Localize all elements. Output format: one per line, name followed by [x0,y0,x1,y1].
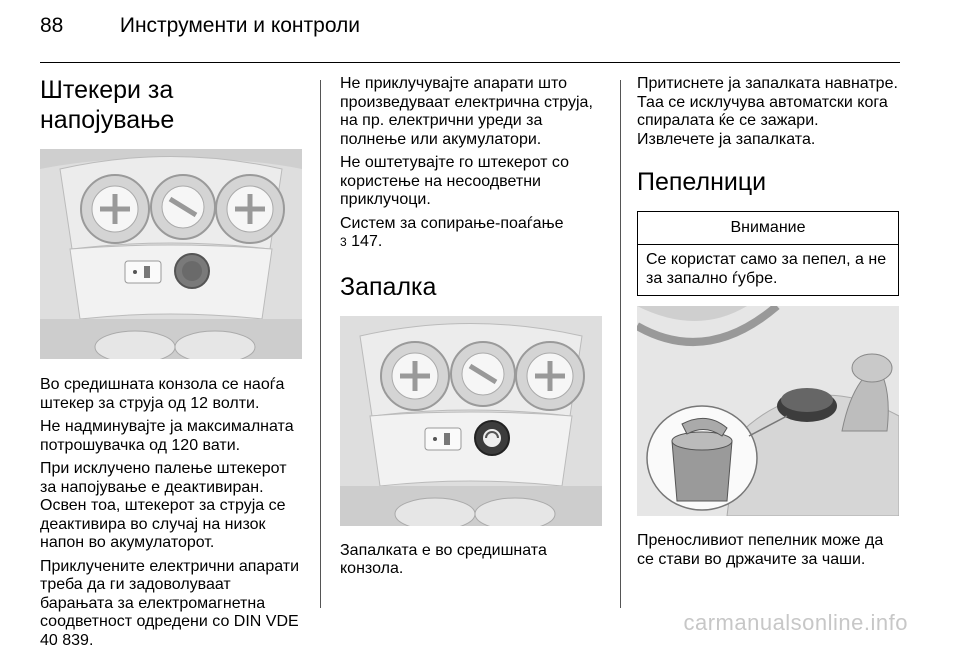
column-1 [40,75,302,655]
caption: Преносливиот пепелник може да се стави во држачите за чаши. [637,532,884,568]
section-heading: Пепелници [637,168,767,196]
page-header [40,14,360,38]
warning-box [637,211,899,296]
caption: Запалката е во средишната конзола. [340,541,547,577]
paragraph: Не приклучувајте апарати што произведуваат електрична струја, на пр. електрични уреди за полнење или акумулатори. [340,75,593,148]
paragraph: Не надминувајте ја максималната потрошувачка од 120 вати. [40,418,294,454]
column-3 [637,75,899,574]
paragraph: Притиснете ја запалката навнатре. Таа се исклучува автоматски кога спиралата ќе се зажари. Извлечете ја запалката. [637,75,898,148]
chapter-title: Инструменти и контроли [119,14,361,37]
power-outlet-illustration [40,149,302,359]
warning-text: Се користат само за пепел, а не за запално ѓубре. [646,251,887,287]
warning-title: Внимание [638,212,898,245]
column-divider [320,80,321,608]
column-2 [340,75,602,584]
watermark: carmanualsonline.info [683,610,908,635]
column-divider [620,80,621,608]
paragraph: Систем за сопирање-поаѓање [340,214,564,232]
header-rule [40,62,900,63]
section-heading: Запалка [340,272,437,301]
reference-arrow-icon: 3 [340,235,347,249]
paragraph: Во средишната конзола се наоѓа штекер за струја од 12 волти. [40,376,285,412]
page-number: 88 [40,14,64,37]
page-reference[interactable] [340,233,602,252]
cigarette-lighter-illustration [340,316,602,526]
ashtray-illustration [637,306,899,516]
section-heading: Штекери за напојување [40,76,175,134]
paragraph: При исклучено палење штекерот за напојување е деактивиран. Освен тоа, штекерот за струја се деактивира во случај на низок напон во акумулаторот. [40,460,287,551]
reference-page: 147. [351,233,383,250]
paragraph: Приклучените електрични апарати треба да ги задоволуваат барањата за електромагнетна соодветност одредени со DIN VDE 40 839. [40,557,300,649]
paragraph: Не оштетувајте го штекерот со користење на несоодветни приклучоци. [340,154,570,208]
